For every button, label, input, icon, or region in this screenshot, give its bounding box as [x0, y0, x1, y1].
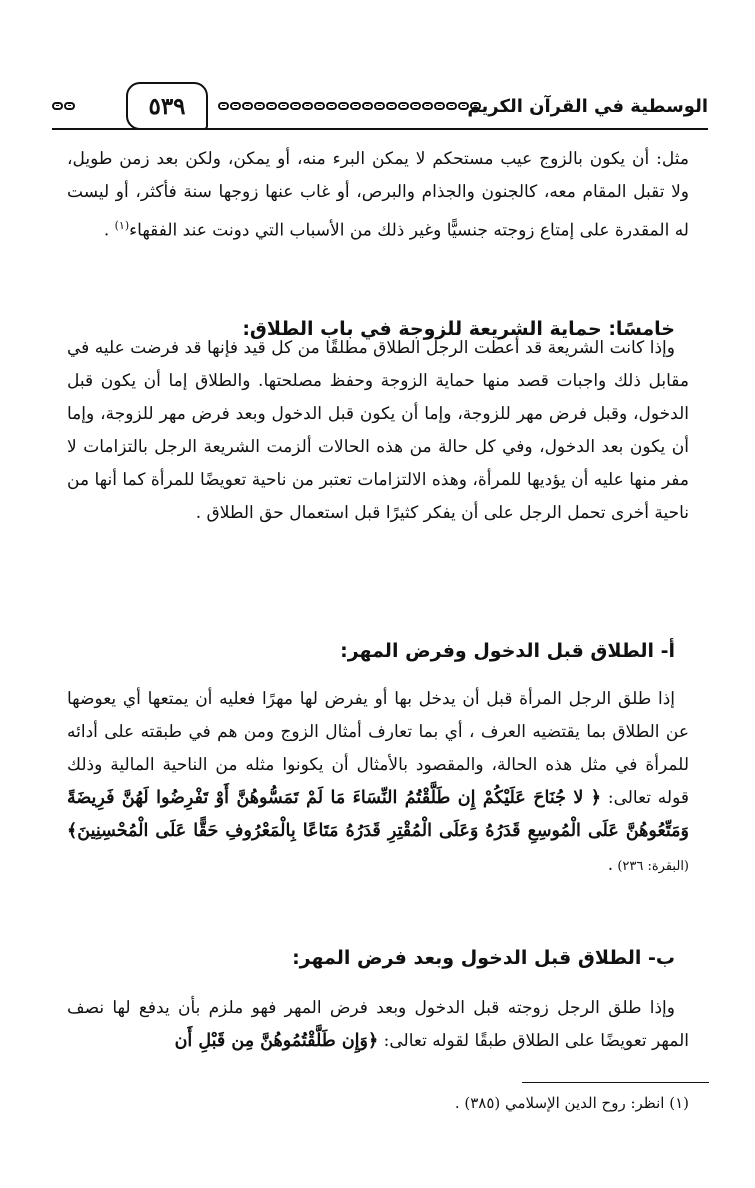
ornament-icon	[242, 102, 253, 110]
quran-verse: ﴿ لا جُنَاحَ عَلَيْكُمْ إِن طَلَّقْتُمُ النِّسَاءَ مَا لَمْ تَمَسُّوهُنَّ أَوْ تَفْرِضُوا لَهُنَّ فَرِيضَةً وَمَتِّعُوهُنَّ عَلَى الْمُوسِعِ قَدَرُهُ وَعَلَى الْمُقْتِرِ قَدَرُهُ مَتَاعًا بِالْمَعْرُوفِ حَقًّا عَلَى الْمُحْسِنِينَ﴾	[67, 788, 689, 841]
ornament-icon	[64, 102, 75, 110]
paragraph-text: وإذا طلق الرجل زوجته قبل الدخول وبعد فرض المهر فهو ملزم بأن يدفع لها نصف المهر تعويضًا على الطلاق طبقًا لقوله تعالى:	[67, 998, 689, 1051]
ornament-icon	[52, 102, 63, 110]
ornament-icon	[410, 102, 421, 110]
ornament-icon	[314, 102, 325, 110]
header-ornament-left	[52, 102, 75, 110]
ornament-icon	[386, 102, 397, 110]
page-number: ٥٣٩	[126, 82, 208, 130]
quran-verse: ﴿وَإِن طَلَّقْتُمُوهُنَّ مِن قَبْلِ أَن	[174, 1031, 379, 1051]
footnote: (١) انظر: روح الدين الإسلامي (٣٨٥) .	[454, 1094, 689, 1112]
ornament-icon	[434, 102, 445, 110]
ornament-icon	[422, 102, 433, 110]
ornament-icon	[326, 102, 337, 110]
ornament-icon	[338, 102, 349, 110]
ornament-icon	[230, 102, 241, 110]
ornament-icon	[374, 102, 385, 110]
paragraph-1	[67, 143, 689, 248]
ornament-icon	[350, 102, 361, 110]
subsection-heading-a: أ- الطلاق قبل الدخول وفرض المهر:	[340, 640, 675, 662]
ornament-icon	[362, 102, 373, 110]
paragraph-4	[67, 992, 689, 1058]
ornament-icon	[446, 102, 457, 110]
ornament-icon	[398, 102, 409, 110]
ornament-icon	[218, 102, 229, 110]
paragraph-text: إذا طلق الرجل المرأة قبل أن يدخل بها أو يفرض لها مهرًا فعليه أن يمتعها أي يعوضها عن الطلاق بما يقتضيه العرف ، أي بما تعارف أمثال الزوج ومن هم في طبقته على أدائه للمرأة في مثل هذه الحالة، والمقصود بالأمثال أن يكونوا مثله من الناحية المالية وذلك قوله تعالى:	[67, 689, 690, 808]
header-ornament-middle	[218, 102, 481, 110]
paragraph-2	[67, 332, 689, 530]
paragraph-text: وإذا كانت الشريعة قد أعطت الرجل الطلاق مطلقًا من كل قيد فإنها قد فرضت عليه في مقابل ذلك واجبات قصد منها حماية الزوجة وحفظ مصلحتها. والطلاق إما أن يكون قبل الدخول، وقبل فرض مهر للزوجة، وإما أن يكون قبل الدخول وبعد فرض مهر للزوجة، وإما أن يكون بعد الدخول، وفي كل حالة من هذه الحالات ألزمت الشريعة الرجل بالتزامات لا مفر منها عليه أن يؤديها للمرأة، وهذه الالتزامات تعتبر من ناحية تعويضًا للمرأة كما أنها من ناحية أخرى تحمل الرجل على أن يفكر كثيرًا قبل استعمال حق الطلاق .	[67, 338, 689, 523]
header-rule	[52, 128, 708, 130]
verse-source: (البقرة: ٢٣٦)	[613, 859, 689, 874]
paragraph-text: مثل: أن يكون بالزوج عيب مستحكم لا يمكن البرء منه، أو يمكن، ولكن بعد زمن طويل، ولا تقبل المقام معه، كالجنون والجذام والبرص، أو غاب عنها زوجها سنة فأكثر، أو ليست له المقدرة على إمتاع زوجته جنسيًّا وغير ذلك من الأسباب التي دونت عند الفقهاء	[67, 149, 689, 241]
footnote-ref[interactable]: (١)	[114, 219, 130, 232]
ornament-icon	[266, 102, 277, 110]
ornament-icon	[278, 102, 289, 110]
section-heading-fifth: خامسًا: حماية الشريعة للزوجة في باب الطلاق:	[242, 318, 675, 340]
ornament-icon	[290, 102, 301, 110]
subsection-heading-b: ب- الطلاق قبل الدخول وبعد فرض المهر:	[292, 947, 675, 969]
ornament-icon	[302, 102, 313, 110]
paragraph-end: .	[607, 855, 614, 875]
ornament-icon	[254, 102, 265, 110]
footnote-rule	[522, 1082, 709, 1083]
running-header	[52, 82, 708, 132]
book-title: الوسطية في القرآن الكريم	[467, 96, 708, 117]
paragraph-end: .	[103, 220, 115, 241]
paragraph-3	[67, 683, 689, 883]
